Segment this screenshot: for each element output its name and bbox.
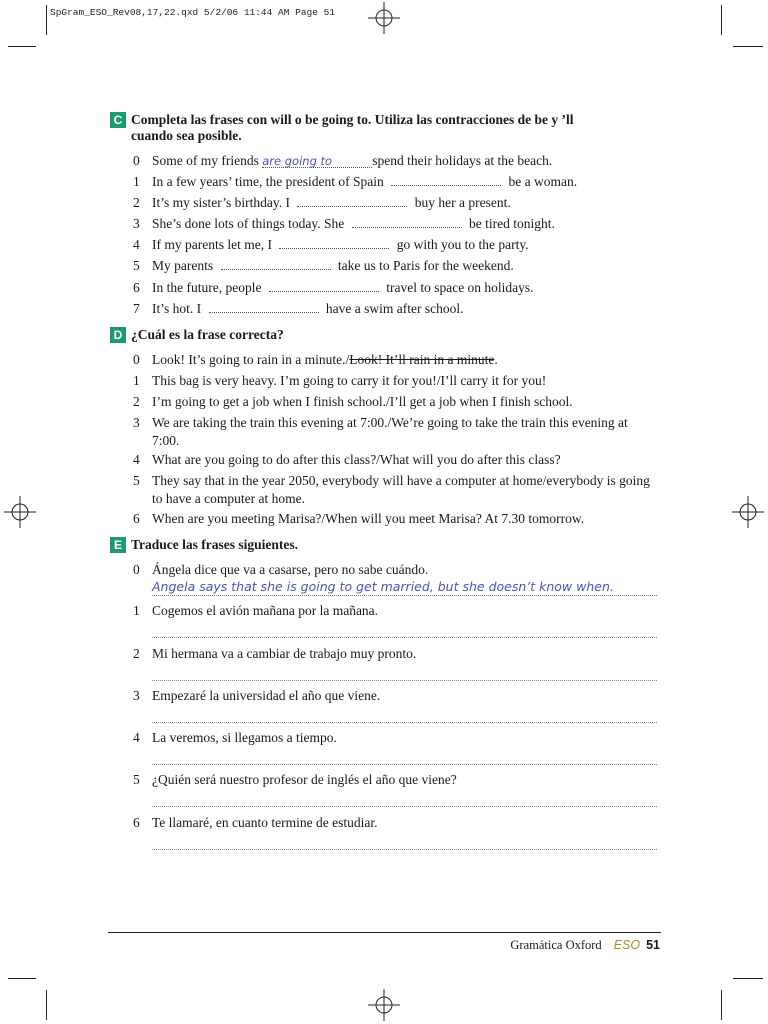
exercise-item: 2 I’m going to get a job when I finish school./I’ll get a job when I finish school. [133, 394, 573, 409]
crop-mark [733, 46, 763, 47]
exercise-item: 3 Empezaré la universidad el año que viene. [133, 688, 381, 703]
answer-line[interactable] [152, 763, 657, 765]
crop-mark [46, 5, 47, 35]
answer-field[interactable] [269, 279, 379, 292]
registration-mark-icon [368, 989, 400, 1021]
section-badge: D [110, 327, 126, 343]
exercise-item: 6 In the future, people travel to space on holidays. [133, 280, 534, 295]
answer-field[interactable] [279, 236, 389, 249]
answer-line[interactable] [152, 679, 657, 681]
exercise-item: 3 We are taking the train this evening at 7:00./We’re going to take the train this evening at 7:00. [133, 415, 628, 448]
exercise-item: 4 La veremos, si llegamos a tiempo. [133, 730, 337, 745]
printer-slug: SpGram_ESO_Rev08,17,22.qxd 5/2/06 11:44 AM Page 51 [50, 7, 336, 18]
answer-field[interactable] [221, 257, 331, 270]
answer-line[interactable] [152, 805, 657, 807]
crop-mark [721, 5, 722, 35]
answer-field[interactable]: are going to [262, 155, 372, 168]
exercise-item: 5 ¿Quién será nuestro profesor de inglés el año que viene? [133, 772, 457, 787]
exercise-item: 0 Ángela dice que va a casarse, pero no sabe cuándo. [133, 562, 429, 577]
crop-mark [8, 978, 36, 979]
section-d-heading [110, 327, 591, 343]
answer-field[interactable] [352, 215, 462, 228]
exercise-item: 6 Te llamaré, en cuanto termine de estudiar. [133, 815, 378, 830]
answer-field[interactable] [297, 194, 407, 207]
exercise-item: 1 In a few years’ time, the president of Spain be a woman. [133, 174, 578, 189]
series-label: ESO [613, 938, 641, 952]
example-answer: Angela says that she is going to get married, but she doesn’t know when. [152, 579, 657, 596]
registration-mark-icon [4, 496, 36, 528]
exercise-item: 5 My parents take us to Paris for the weekend. [133, 258, 514, 273]
crop-mark [733, 978, 763, 979]
answer-line[interactable] [152, 848, 657, 850]
section-c-heading [110, 112, 591, 144]
crop-mark [46, 990, 47, 1020]
section-instruction: ¿Cuál es la frase correcta? [131, 327, 284, 342]
answer-line[interactable] [152, 636, 657, 638]
answer-line[interactable] [152, 721, 657, 723]
section-badge: C [110, 112, 126, 128]
exercise-item: 4 If my parents let me, I go with you to the party. [133, 237, 529, 252]
crop-mark [8, 46, 36, 47]
exercise-item: 5 They say that in the year 2050, everybody will have a computer at home/everybody is going to have a computer at home. [133, 473, 650, 506]
section-e-heading [110, 537, 591, 553]
section-badge: E [110, 537, 126, 553]
book-title: Gramática Oxford [510, 938, 602, 952]
exercise-item: 6 When are you meeting Marisa?/When will you meet Marisa? At 7.30 tomorrow. [133, 511, 585, 526]
answer-field[interactable] [209, 300, 319, 313]
struck-option: Look! It’ll rain in a minute [349, 352, 495, 367]
footer-rule [108, 932, 661, 933]
exercise-item: 2 It’s my sister’s birthday. I buy her a present. [133, 195, 511, 210]
registration-mark-icon [368, 2, 400, 34]
exercise-item: 4 What are you going to do after this class?/What will you do after this class? [133, 452, 561, 467]
exercise-item: 0 Some of my friends are going to spend their holidays at the beach. [133, 153, 553, 168]
exercise-item: 1 Cogemos el avión mañana por la mañana. [133, 603, 379, 618]
answer-field[interactable] [391, 173, 501, 186]
page-footer [510, 938, 660, 953]
exercise-item: 0 Look! It’s going to rain in a minute./Look! It’ll rain in a minute. [133, 352, 498, 367]
exercise-item: 7 It’s hot. I have a swim after school. [133, 301, 464, 316]
exercise-item: 3 She’s done lots of things today. She be tired tonight. [133, 216, 555, 231]
exercise-item: 2 Mi hermana va a cambiar de trabajo muy pronto. [133, 646, 417, 661]
crop-mark [721, 990, 722, 1020]
section-instruction: Traduce las frases siguientes. [131, 537, 298, 552]
registration-mark-icon [732, 496, 764, 528]
page-number: 51 [646, 938, 660, 952]
section-instruction: Completa las frases con will o be going to. Utiliza las contracciones de be y ’ll cuando sea posible. [131, 112, 574, 143]
exercise-item: 1 This bag is very heavy. I’m going to carry it for you!/I’ll carry it for you! [133, 373, 547, 388]
